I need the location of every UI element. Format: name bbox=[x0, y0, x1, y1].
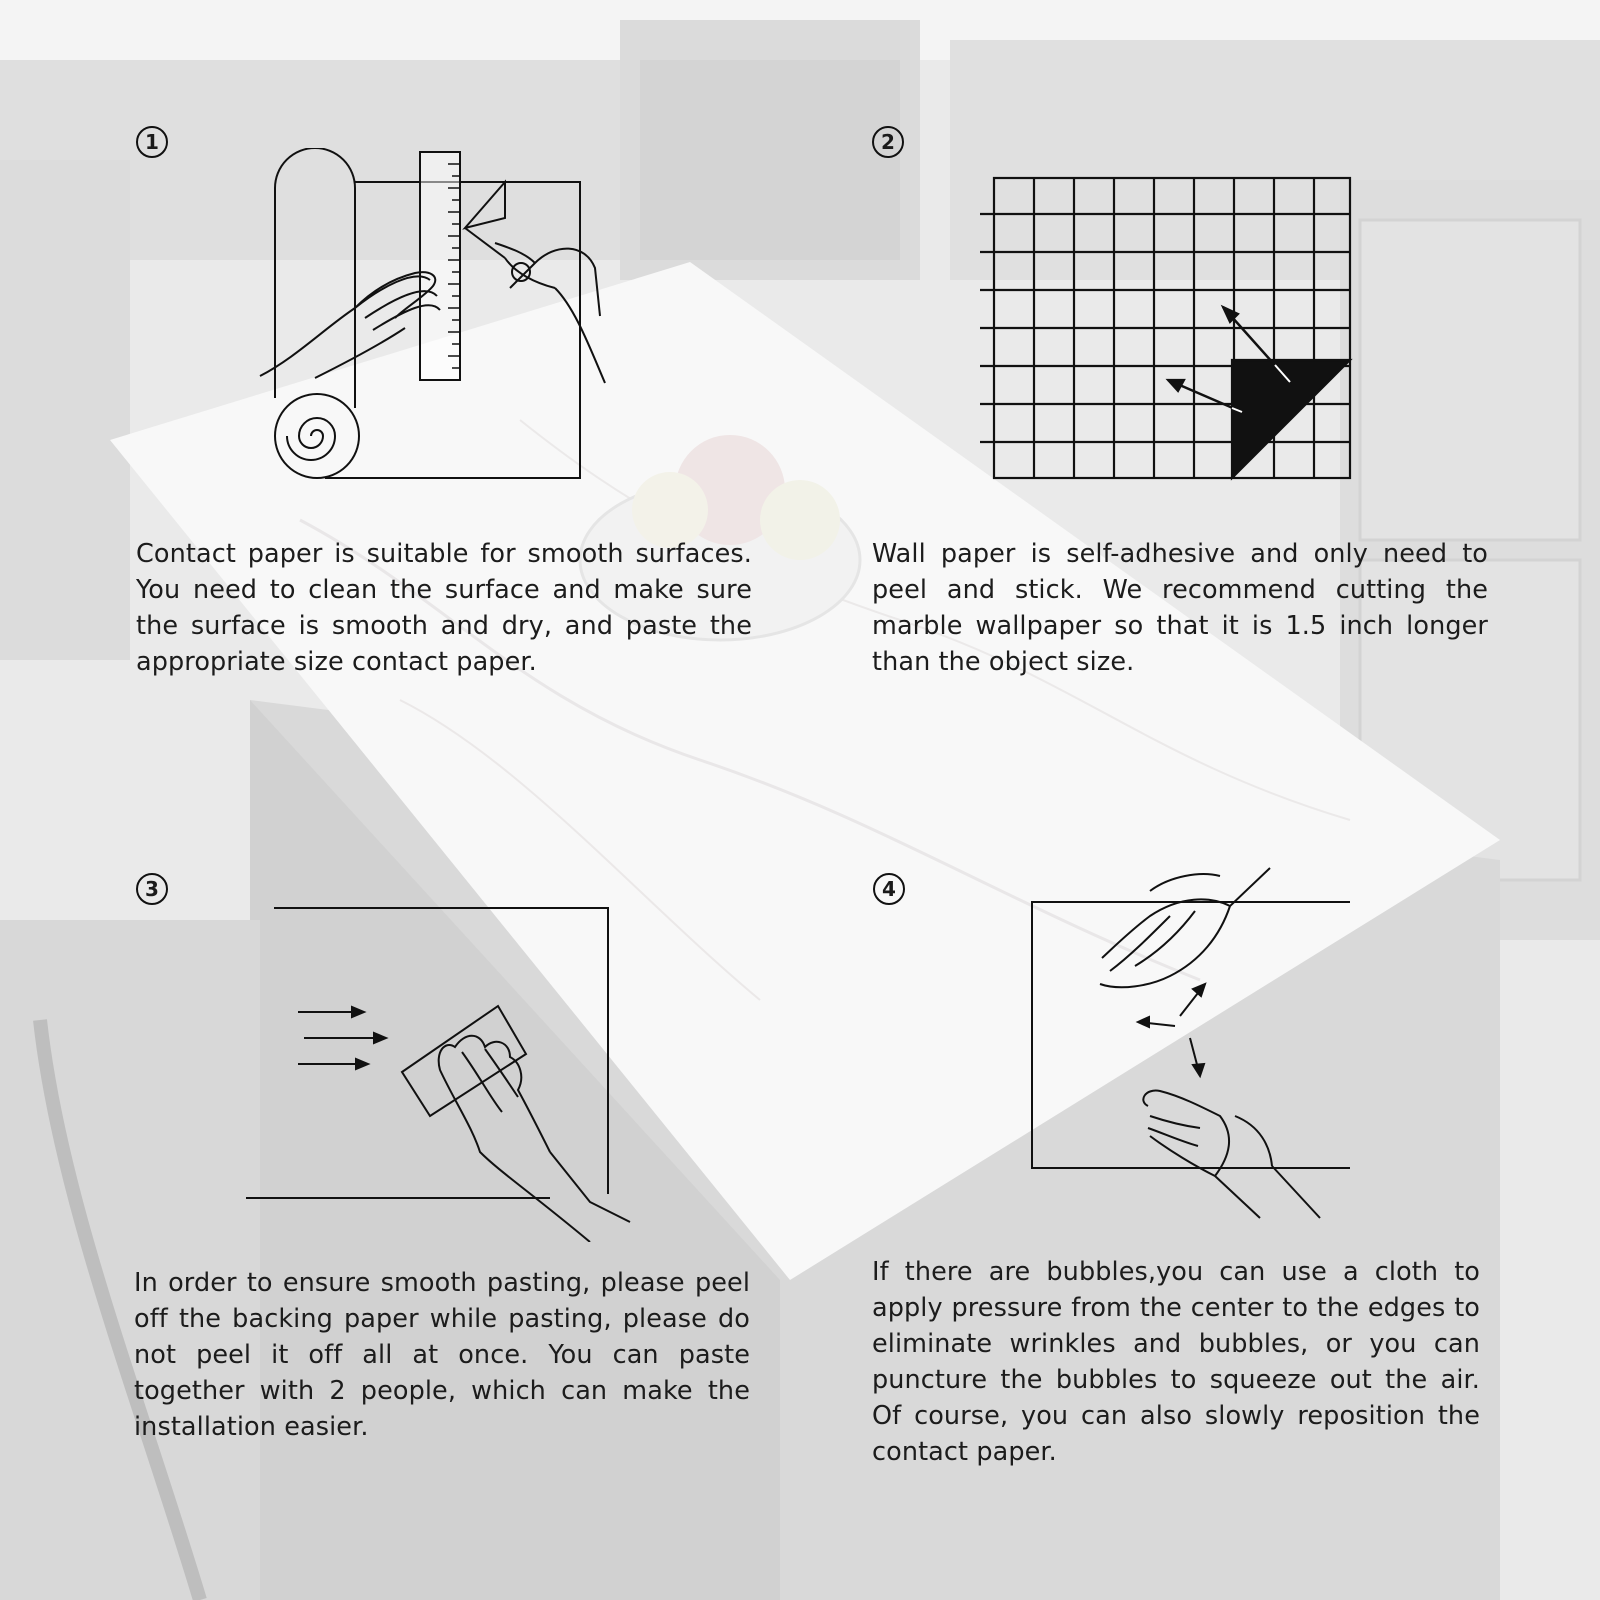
step-1-number-badge bbox=[136, 126, 168, 158]
step-3-number-badge bbox=[136, 873, 168, 905]
step-1-text: Contact paper is suitable for smooth surfaces. You need to clean the surface and make sure the surface is smooth and dry, and paste the appropriate size contact paper. bbox=[136, 539, 752, 677]
step-1-number: 1 bbox=[145, 130, 159, 154]
step-3-number: 3 bbox=[145, 877, 159, 901]
step-2-number-badge bbox=[872, 126, 904, 158]
step-3-text: In order to ensure smooth pasting, please peel off the backing paper while pasting, please do not peel it off all at once. You can paste together with 2 people, which can make the installation easier. bbox=[134, 1268, 750, 1442]
step-2-number: 2 bbox=[881, 130, 895, 154]
step-4-text: If there are bubbles,you can use a cloth to apply pressure from the center to the edges to eliminate wrinkles and bubbles, or you can puncture the bubbles to squeeze out the air. Of course, you can also slowly reposition the contact paper. bbox=[872, 1257, 1480, 1467]
roll-measure-cut-illustration bbox=[255, 148, 625, 493]
step-4-number-badge bbox=[873, 873, 905, 905]
peel-backing-illustration bbox=[240, 902, 640, 1242]
press-bubbles-illustration bbox=[1020, 866, 1370, 1226]
step-2-text: Wall paper is self-adhesive and only need to peel and stick. We recommend cutting the marble wallpaper so that it is 1.5 inch longer than the object size. bbox=[872, 539, 1488, 677]
step-4-number: 4 bbox=[882, 877, 896, 901]
grid-peel-corner-illustration bbox=[980, 172, 1360, 490]
